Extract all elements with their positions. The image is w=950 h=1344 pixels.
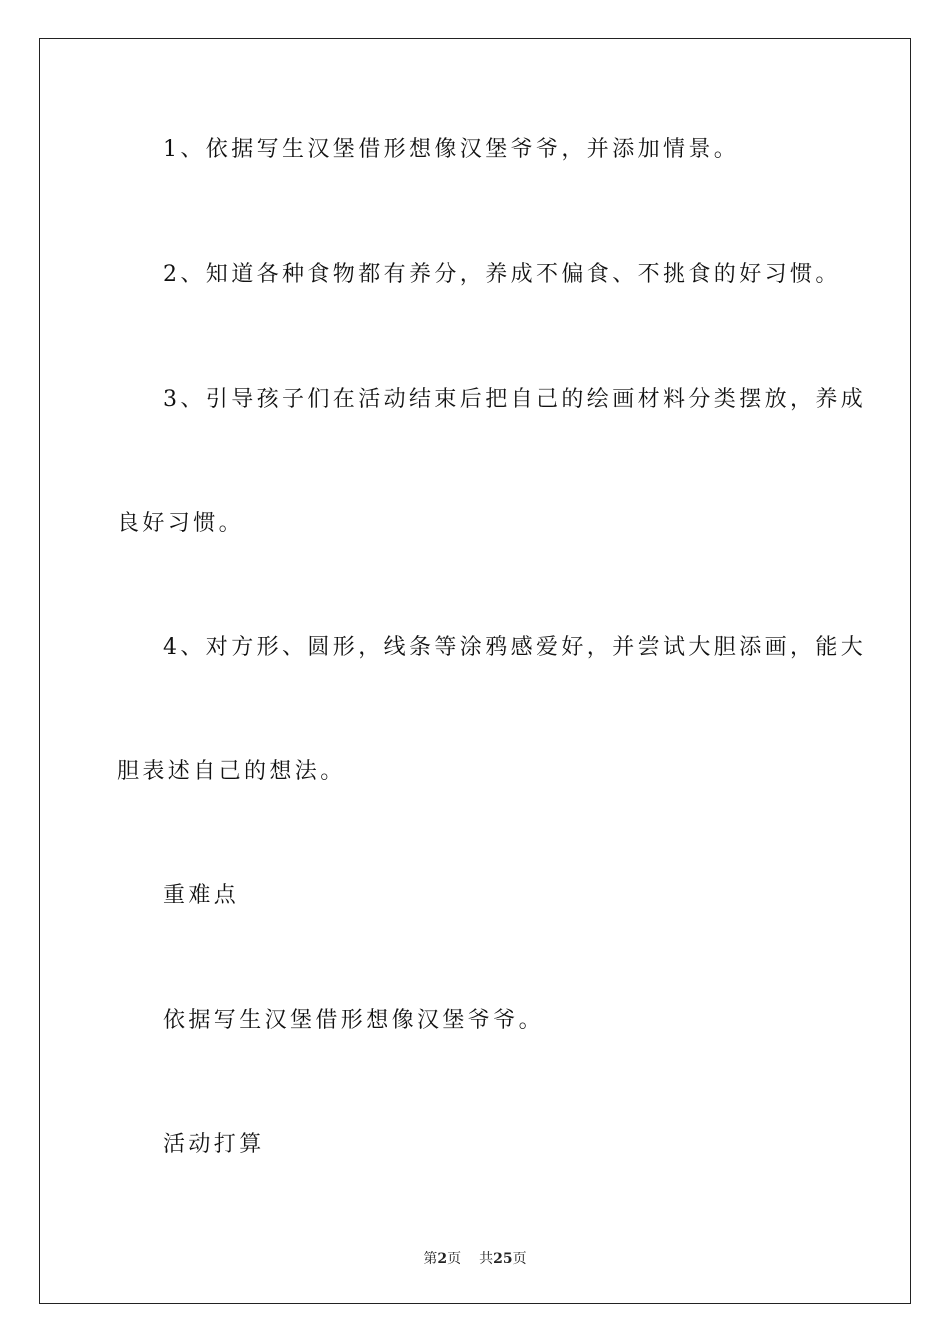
paragraph-key-points: 依据写生汉堡借形想像汉堡爷爷。 xyxy=(163,1008,545,1033)
heading-activity-plan: 活动打算 xyxy=(163,1132,265,1157)
heading-key-points: 重难点 xyxy=(163,883,240,908)
paragraph-objective-2: 2、知道各种食物都有养分，养成不偏食、不挑食的好习惯。 xyxy=(163,262,841,287)
footer-total-pages: 25 xyxy=(493,1251,513,1267)
page-border xyxy=(39,38,911,1304)
footer-page-prefix: 第 xyxy=(423,1251,438,1267)
paragraph-objective-4: 4、对方形、圆形，线条等涂鸦感爱好，并尝试大胆添画，能大 xyxy=(163,635,867,660)
footer-total-prefix: 共 xyxy=(479,1251,494,1267)
page-footer xyxy=(0,1248,950,1268)
paragraph-objective-3-continued: 良好习惯。 xyxy=(117,511,245,536)
paragraph-objective-3: 3、引导孩子们在活动结束后把自己的绘画材料分类摆放，养成 xyxy=(163,387,867,412)
paragraph-objective-1: 1、依据写生汉堡借形想像汉堡爷爷，并添加情景。 xyxy=(163,137,740,162)
footer-page-number: 2 xyxy=(437,1251,448,1267)
paragraph-objective-4-continued: 胆表述自己的想法。 xyxy=(117,759,346,784)
footer-total-suffix: 页 xyxy=(512,1251,527,1267)
footer-page-suffix: 页 xyxy=(447,1251,462,1267)
